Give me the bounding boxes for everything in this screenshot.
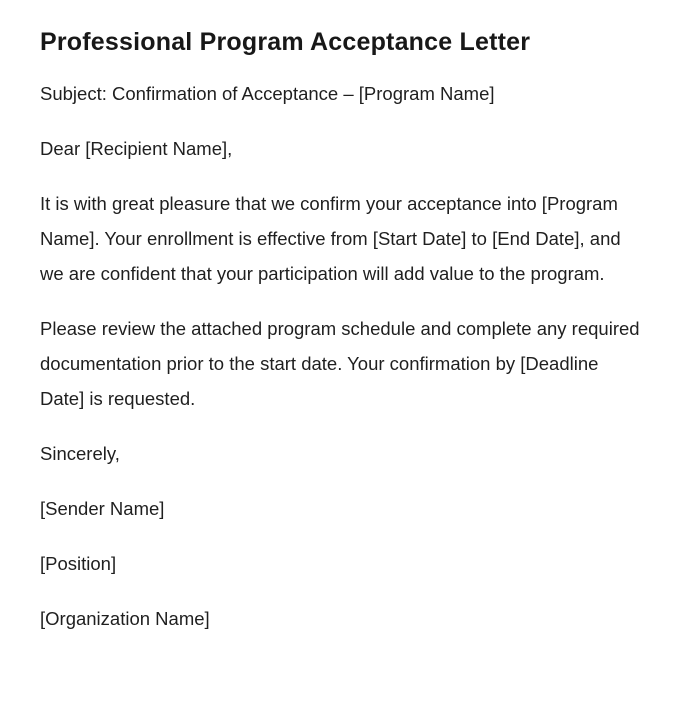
- signature-line-organization: [Organization Name]: [40, 608, 210, 629]
- body-paragraph: Please review the attached program schedule and complete any required documentation prior to the start date. Your confirmation by [Deadline Date] is requested.: [40, 318, 640, 409]
- subject-line: Subject: Confirmation of Acceptance – [Program Name]: [40, 83, 495, 104]
- letter-title: Professional Program Acceptance Letter: [40, 28, 531, 56]
- closing-line: Sincerely,: [40, 443, 120, 464]
- signature-line-sender: [Sender Name]: [40, 498, 165, 519]
- signature-line-position: [Position]: [40, 553, 117, 574]
- body-paragraph: It is with great pleasure that we confirm your acceptance into [Program Name]. Your enrollment is effective from [Start Date] to [End Date], and we are confident that your participation will add value to the program.: [40, 193, 621, 284]
- salutation-line: Dear [Recipient Name],: [40, 138, 233, 159]
